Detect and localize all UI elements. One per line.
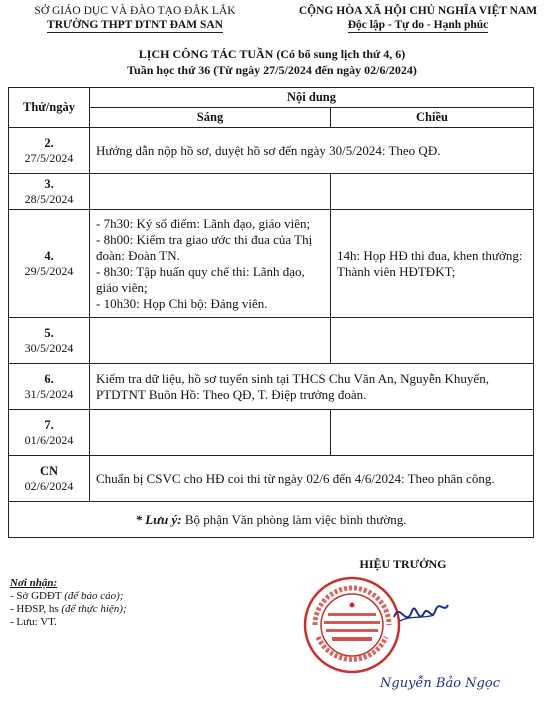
content-afternoon [331,174,534,210]
header-right [298,4,538,33]
table-row [9,364,534,410]
national-motto: Độc lập - Tự do - Hạnh phúc [347,19,489,31]
col-header-afternoon: Chiều [331,108,534,128]
day-name: 3. [44,176,54,191]
content-afternoon [331,410,534,456]
note-label: * Lưu ý: [135,511,182,527]
day-date: 28/5/2024 [24,191,74,206]
note-text: Bộ phận Văn phòng làm việc bình thường. [184,511,407,527]
table-row [9,318,534,364]
day-date: 29/5/2024 [24,263,74,278]
col-header-day: Thứ/ngày [9,88,90,128]
day-name: CN [39,463,59,478]
schedule-title: LỊCH CÔNG TÁC TUẦN (Có bổ sung lịch thứ 4, 6) [138,47,406,61]
day-name: 6. [44,371,54,386]
signature-icon [390,595,450,633]
national-title: CỘNG HÒA XÃ HỘI CHỦ NGHĨA VIỆT NAM [298,5,538,17]
content-morning [90,210,331,318]
content-full: Kiểm tra dữ liệu, hồ sơ tuyển sinh tại THCS Chu Văn An, Nguyễn Khuyến, PTDTNT Buôn Hồ: Theo QĐ, T. Điệp trưởng đoàn. [90,364,534,410]
col-header-morning: Sáng [90,108,331,128]
col-header-content: Nội dung [90,88,534,108]
morning-item: - 8h30: Tập huấn quy chế thi: Lãnh đạo, giáo viên; [96,263,305,295]
table-row [9,174,534,210]
content-afternoon: 14h: Họp HĐ thi đua, khen thưởng: Thành viên HĐTĐKT; [331,210,534,318]
recipients-block [10,577,127,629]
content-full: Chuẩn bị CSVC cho HĐ coi thi từ ngày 02/6 đến 4/6/2024: Theo phân công. [90,456,534,502]
recipient-item: - Lưu: VT. [10,616,57,628]
signer-name: Nguyễn Bảo Ngọc [380,676,500,691]
recipient-item: - Sở GDĐT (để báo cáo); [10,590,124,602]
school-name: TRƯỜNG THPT DTNT ĐAM SAN [47,19,223,31]
content-morning [90,410,331,456]
content-full: Hướng dẫn nộp hồ sơ, duyệt hồ sơ đến ngày 30/5/2024: Theo QĐ. [90,128,534,174]
day-name: 2. [44,135,54,150]
table-row [9,128,534,174]
morning-item: - 7h30: Ký sổ điểm: Lãnh đạo, giáo viên; [96,215,311,231]
day-name: 5. [44,325,54,340]
recipients-label: Nơi nhận: [10,577,58,589]
day-name: 7. [44,417,54,432]
table-row-note [9,502,534,538]
day-name: 4. [44,248,54,263]
weekly-schedule-table [8,87,534,538]
day-date: 01/6/2024 [24,432,74,447]
day-date: 27/5/2024 [24,150,74,165]
principal-title: HIỆU TRƯỞNG [359,557,447,571]
day-date: 02/6/2024 [24,478,74,493]
schedule-subtitle: Tuần học thứ 36 (Từ ngày 27/5/2024 đến ngày 02/6/2024) [127,63,417,77]
recipient-item: - HĐSP, hs (để thực hiện); [10,603,127,615]
day-date: 30/5/2024 [24,340,74,355]
content-morning [90,174,331,210]
table-row [9,456,534,502]
department-name: SỞ GIÁO DỤC VÀ ĐÀO TẠO ĐẮK LẮK [34,5,236,17]
table-row [9,210,534,318]
morning-item: - 10h30: Họp Chi bộ: Đảng viên. [96,295,268,311]
day-date: 31/5/2024 [24,386,74,401]
content-morning [90,318,331,364]
content-afternoon [331,318,534,364]
morning-item: - 8h00: Kiểm tra giao ước thi đua của Thị đoàn: Đoàn TN. [96,231,313,263]
table-row [9,410,534,456]
header-left [10,4,260,33]
school-seal-icon [302,575,402,675]
